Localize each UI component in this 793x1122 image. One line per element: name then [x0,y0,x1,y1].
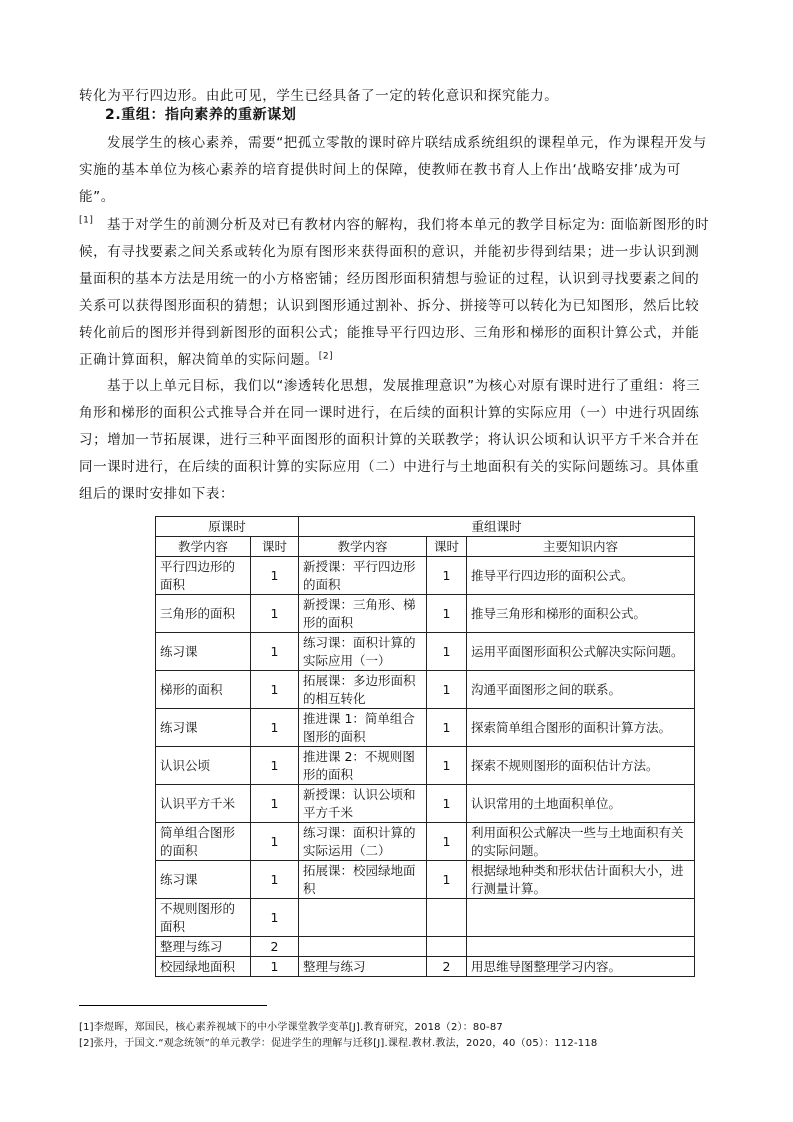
section-heading: 2.重组：指向素养的重新谋划 [105,107,297,123]
cell: 沟通平面图形之间的联系。 [467,671,695,709]
cell: 练习课：面积计算的实际运用（二） [299,823,427,861]
cell: 推导三角形和梯形的面积公式。 [467,595,695,633]
schedule-table [155,516,695,977]
cell: 1 [251,785,299,823]
cell: 拓展课：多边形面积的相互转化 [299,671,427,709]
cell: 平行四边形的面积 [156,557,251,595]
cell [467,937,695,957]
cell [427,937,467,957]
cell: 1 [427,747,467,785]
col-header-content: 教学内容 [156,537,251,557]
cell: 新授课：平行四边形的面积 [299,557,427,595]
cell: 1 [251,709,299,747]
cell: 1 [427,595,467,633]
cell: 1 [251,957,299,977]
col-header-knowledge: 主要知识内容 [467,537,695,557]
cell: 认识常用的土地面积单位。 [467,785,695,823]
col-header-hours2: 课时 [427,537,467,557]
footnote-1: [1]李煜晖，郑国民，核心素养视域下的中小学课堂教学变革[J].教育研究，2018（2）：80-87 [79,1022,503,1033]
header-original: 原课时 [156,517,299,537]
footnote-ref-1: [1] [79,215,94,226]
cell: 认识平方千米 [156,785,251,823]
table-row [156,671,695,709]
cell: 1 [251,747,299,785]
cell: 1 [251,861,299,899]
cell: 推导平行四边形的面积公式。 [467,557,695,595]
col-header-content2: 教学内容 [299,537,427,557]
cell [427,899,467,937]
cell: 1 [427,557,467,595]
paragraph-2 [79,212,711,374]
cell: 练习课 [156,861,251,899]
cell: 认识公顷 [156,747,251,785]
table-row [156,557,695,595]
paragraph-1-text: 发展学生的核心素养，需要“把孤立零散的课时碎片联结成系统组织的课程单元，作为课程开发与实施的基本单位为核心素养的培育提供时间上的保障，使教师在教书育人上作出‘战略安排’成为可能”。 [79,135,707,205]
cell: 整理与练习 [299,957,427,977]
cell: 1 [427,823,467,861]
cell [299,937,427,957]
table-row [156,937,695,957]
cell: 新授课：三角形、梯形的面积 [299,595,427,633]
cell: 推进课 2：不规则图形的面积 [299,747,427,785]
cell: 整理与练习 [156,937,251,957]
table-row [156,861,695,899]
paragraph-2-text: 基于对学生的前测分析及对已有教材内容的解构，我们将本单元的教学目标定为: 面临新图形的时候，有寻找要素之间关系或转化为原有图形来获得面积的意识，并能初步得到结果；进一步认识到测量面积的基本方法是用统一的小方格密铺；经历图形面积猜想与验证的过程，认识到寻找要素之间的关系可以获得图形面积的猜想；认识到图形通过割补、拆分、拼接等可以转化为已知图形，然后比较转化前后的图形并得到新图形的面积公式；能推导平行四边形、三角形和梯形的面积计算公式，并能正确计算面积，解决简单的实际问题。 [79,217,710,368]
paragraph-intro: 转化为平行四边形。由此可见，学生已经具备了一定的转化意识和探究能力。 [79,88,559,104]
cell: 探索简单组合图形的面积计算方法。 [467,709,695,747]
table-row [156,899,695,937]
cell: 不规则图形的面积 [156,899,251,937]
cell: 拓展课：校园绿地面积 [299,861,427,899]
cell: 利用面积公式解决一些与土地面积有关的实际问题。 [467,823,695,861]
cell: 用思维导图整理学习内容。 [467,957,695,977]
table-row [156,595,695,633]
table-row [156,823,695,861]
cell: 练习课 [156,633,251,671]
cell: 1 [251,557,299,595]
cell [467,899,695,937]
cell: 练习课：面积计算的实际应用（一） [299,633,427,671]
table-row [156,957,695,977]
col-header-hours: 课时 [251,537,299,557]
header-regroup: 重组课时 [299,517,695,537]
cell: 练习课 [156,709,251,747]
cell: 1 [427,861,467,899]
cell: 1 [251,671,299,709]
cell: 运用平面图形面积公式解决实际问题。 [467,633,695,671]
cell: 1 [251,633,299,671]
footnote-2: [2]张丹，于国文.“观念统领”的单元教学：促进学生的理解与迁移[J].课程.教材.教法，2020，40（05）：112-118 [79,1038,598,1049]
footnote-ref-2: [2] [318,351,334,362]
table-row [156,785,695,823]
cell: 新授课：认识公顷和平方千米 [299,785,427,823]
cell: 1 [251,595,299,633]
cell: 根据绿地种类和形状估计面积大小，进行测量计算。 [467,861,695,899]
table-row [156,709,695,747]
cell: 1 [427,785,467,823]
cell: 1 [427,633,467,671]
footnote-divider [79,1005,267,1006]
cell: 梯形的面积 [156,671,251,709]
cell: 探索不规则图形的面积估计方法。 [467,747,695,785]
paragraph-3: 基于以上单元目标，我们以“渗透转化思想，发展推理意识”为核心对原有课时进行了重组：将三角形和梯形的面积公式推导合并在同一课时进行，在后续的面积计算的实际应用（一）中进行巩固练习；增加一节拓展课，进行三种平面图形的面积计算的关联教学；将认识公顷和认识平方千米合并在同一课时进行，在后续的面积计算的实际应用（二）中进行与土地面积有关的实际问题练习。具体重组后的课时安排如下表： [79,378,701,502]
cell: 1 [427,709,467,747]
cell: 简单组合图形的面积 [156,823,251,861]
cell: 三角形的面积 [156,595,251,633]
cell: 1 [251,899,299,937]
table-row [156,633,695,671]
cell: 2 [251,937,299,957]
cell: 1 [427,671,467,709]
cell [299,899,427,937]
cell: 校园绿地面积 [156,957,251,977]
cell: 推进课 1：简单组合图形的面积 [299,709,427,747]
cell: 1 [251,823,299,861]
table-row [156,747,695,785]
cell: 2 [427,957,467,977]
